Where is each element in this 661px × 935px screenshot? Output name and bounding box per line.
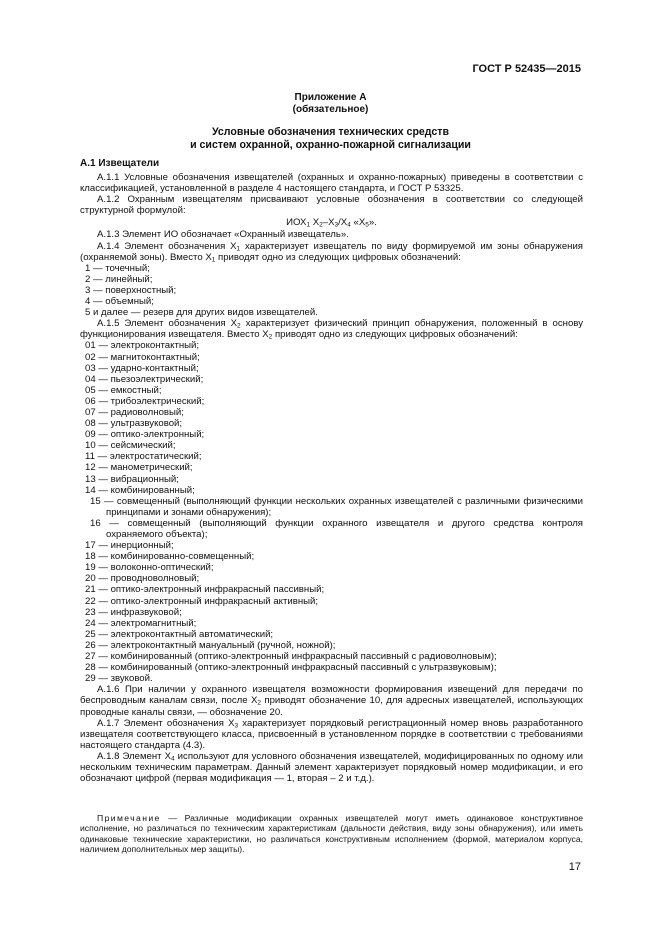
list-item: 5 и далее — резерв для других видов извещателей. xyxy=(85,307,318,319)
appendix-status: (обязательное) xyxy=(292,104,369,115)
appendix-heading xyxy=(0,92,661,116)
structural-formula: $ИОХ_1$ $Х_2-Х_3/Х_4$ «$Х_5$». xyxy=(286,217,377,229)
list-item: 27 — комбинированный (оптико-электронный инфракрасный пассивный с радиоволновым); xyxy=(85,651,497,663)
list-item: 21 — оптико-электронный инфракрасный пассивный; xyxy=(85,584,325,596)
detection-principle-list xyxy=(80,340,583,684)
list-item: 4 — объемный; xyxy=(85,296,154,308)
list-item: 11 — электростатический; xyxy=(85,451,202,463)
list-item: 12 — манометрический; xyxy=(85,462,193,474)
list-item: 16 — совмещенный (выполняющий функции охранного извещателя и другого средства контроля охраняемого объекта); xyxy=(90,517,583,540)
body-text xyxy=(80,172,583,784)
list-item: 20 — проводноволновый; xyxy=(85,573,200,585)
list-item: 07 — радиоволновый; xyxy=(85,406,184,418)
paragraph-a17: А.1.7 Элемент обозначения $Х_3$ характеризует порядковый регистрационный номер вновь разработанного извещателя соответствующего класса, присвоенный в установленном порядке в соответствии с требованиями настоящего стандарта (4.3). xyxy=(80,717,583,751)
list-item: 24 — электромагнитный; xyxy=(85,617,197,629)
list-item: 1 — точечный; xyxy=(85,262,150,274)
list-item: 09 — оптико-электронный; xyxy=(85,429,205,441)
list-item: 18 — комбинированно-совмещенный; xyxy=(85,551,255,563)
list-item: 2 — линейный; xyxy=(85,273,153,285)
zone-type-list xyxy=(80,263,583,318)
section-heading: А.1 Извещатели xyxy=(80,158,160,169)
list-item: 05 — емкостный; xyxy=(85,384,162,396)
note xyxy=(80,813,583,854)
list-item: 23 — инфразвуковой; xyxy=(85,606,182,618)
paragraph-a18: А.1.8 Элемент $Х_4$ используют для условного обозначения извещателей, модифицированных по одному или нескольким техническим параметрам. Данный элемент характеризует порядковый номер модификации, и его обозначают цифрой (первая модификация — 1, вторая – 2 и т.д.). xyxy=(80,750,584,785)
list-item: 03 — ударно-контактный; xyxy=(85,362,199,374)
paragraph-a16: А.1.6 При наличии у охранного извещателя возможности формирования извещений для передачи по беспроводным каналам связи, после $Х_2$ приводят обозначение 10, для адресных извещателей, использующих проводные каналы связи, — обозначение 20. xyxy=(80,684,583,718)
list-item: 26 — электроконтактный мануальный (ручной, ножной); xyxy=(85,639,336,651)
list-item: 17 — инерционный; xyxy=(85,540,174,552)
list-item: 14 — комбинированный; xyxy=(85,484,195,496)
list-item: 01 — электроконтактный; xyxy=(85,340,200,352)
list-item: 15 — совмещенный (выполняющий функции нескольких охранных извещателей с различными физическими принципами и зонами обнаружения); xyxy=(90,495,583,518)
standard-number: ГОСТ Р 52435—2015 xyxy=(472,63,581,75)
list-item: 02 — магнитоконтактный; xyxy=(85,351,200,363)
list-item: 08 — ультразвуковой; xyxy=(85,418,183,430)
paragraph-a12: А.1.2 Охранным извещателям присваивают условные обозначения в соответствии со следующей структурной формулой: xyxy=(80,194,583,217)
paragraph-a15: А.1.5 Элемент обозначения $Х_2$ характеризует физический принцип обнаружения, положенный в основу функционирования извещателя. Вместо $Х_2$ приводят одно из следующих цифровых обозначений: xyxy=(80,318,583,341)
list-item: 13 — вибрационный; xyxy=(85,473,179,485)
page-number: 17 xyxy=(568,861,581,873)
paragraph-a11: А.1.1 Условные обозначения извещателей (охранных и охранно-пожарных) приведены в соответствии с классификацией, установленной в разделе 4 настоящего стандарта, и ГОСТ Р 53325. xyxy=(80,172,583,195)
paragraph-a13: А.1.3 Элемент ИО обозначает «Охранный извещатель». xyxy=(97,229,349,241)
list-item: 25 — электроконтактный автоматический; xyxy=(85,628,274,640)
note-text: — Различные модификации охранных извещателей могут иметь одинаковое конструктивное исполнение, но различаться по техническим характеристикам (дальности действия, виду зоны обнаружения), или иметь одинаковые технические характеристики, но различаться конструктивным исполнением (формой, материалом корпуса, наличием дополнительных мер защиты). xyxy=(80,813,583,854)
list-item: 28 — комбинированный (оптико-электронный инфракрасный пассивный с ультразвуковым); xyxy=(85,662,497,674)
list-item: 3 — поверхностный; xyxy=(85,284,177,296)
title-line-1: Условные обозначения технических средств xyxy=(211,126,449,138)
title-line-2: и систем охранной, охранно-пожарной сигнализации xyxy=(190,139,471,151)
list-item: 10 — сейсмический; xyxy=(85,440,176,452)
list-item: 22 — оптико-электронный инфракрасный активный; xyxy=(85,595,319,607)
document-title xyxy=(0,126,661,152)
note-label: Примечание xyxy=(97,813,161,823)
list-item: 19 — волоконно-оптический; xyxy=(85,562,214,574)
list-item: 06 — трибоэлектрический; xyxy=(85,395,205,407)
list-item: 04 — пьезоэлектрический; xyxy=(85,373,204,385)
paragraph-a14: А.1.4 Элемент обозначения $Х_1$ характеризует извещатель по виду формируемой им зоны обнаружения (охраняемой зоны). Вместо $Х_1$ приводят одно из следующих цифровых обозначений: xyxy=(80,240,584,264)
list-item: 29 — звуковой. xyxy=(85,673,153,685)
appendix-title: Приложение А xyxy=(294,92,367,103)
